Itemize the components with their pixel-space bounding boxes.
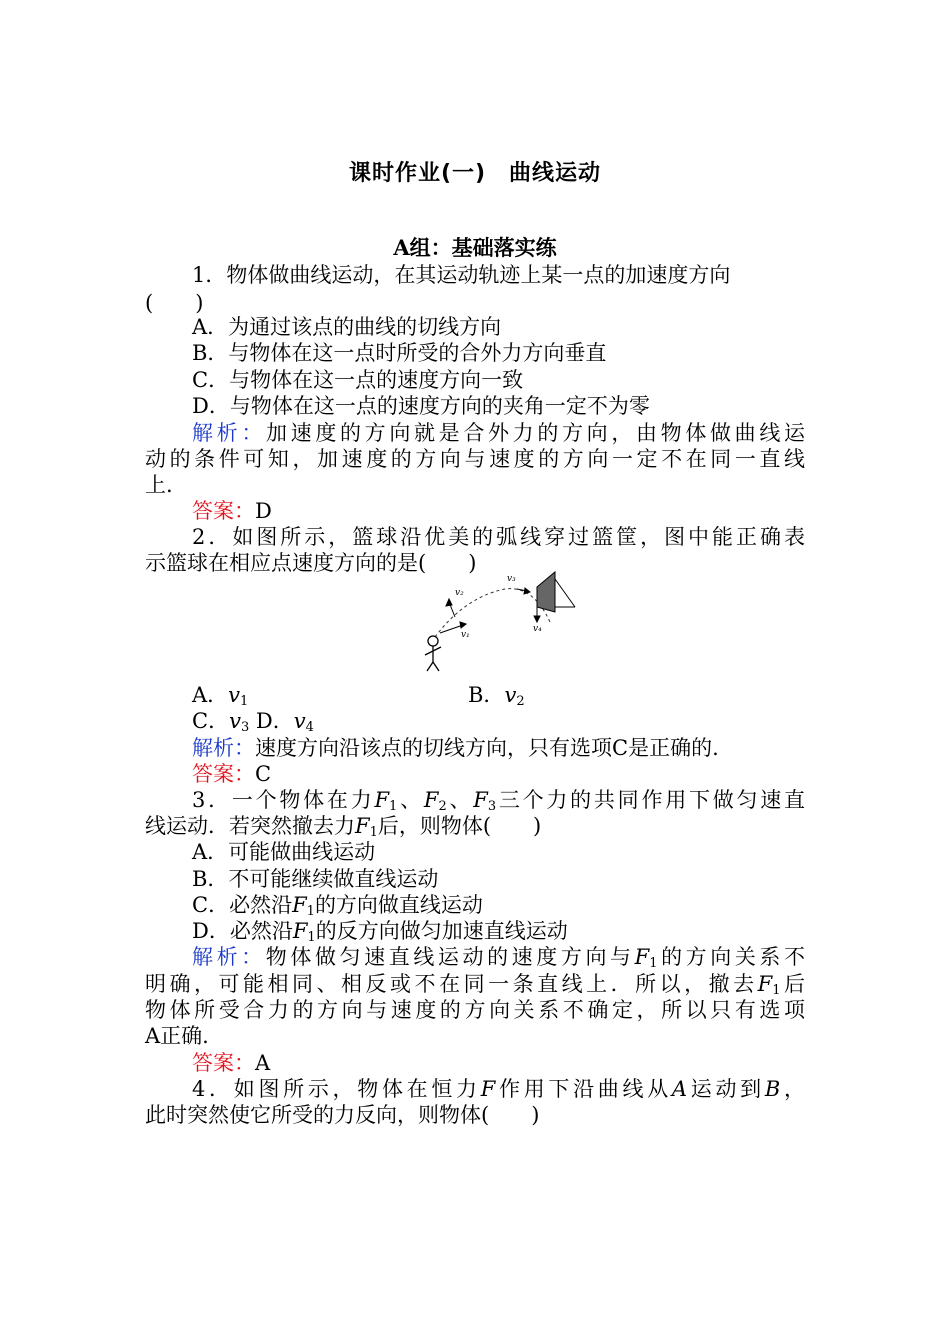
q3-option-a: A．可能做曲线运动 [192,840,376,864]
q3-option-d: D．必然沿$F_1$的反方向做匀加速直线运动 [192,919,568,945]
q1-answer: 答案：D [192,499,272,523]
q1-analysis-line2: 动的条件可知，加速度的方向与速度的方向一定不在同一直线 [145,447,805,471]
q2-option-cd: C．$v_3$ D．$v_4$ [192,709,314,735]
answer-label: 答案： [192,762,255,786]
q1-stem: 1．物体做曲线运动，在其运动轨迹上某一点的加速度方向 [192,263,731,287]
q1-option-a: A．为通过该点的曲线的切线方向 [192,315,502,339]
q1-analysis-line3: 上. [145,473,173,497]
q3-analysis-line3: 物体所受合力的方向与速度的方向关系不确定，所以只有选项 [145,998,805,1022]
q3-stem-line2: 线运动．若突然撤去力$F_1$后，则物体( ) [145,814,542,840]
q4-stem: 4．如图所示，物体在恒力F作用下沿曲线从A运动到B， [192,1077,806,1101]
q1-option-c: C．与物体在这一点的速度方向一致 [192,368,524,392]
q3-answer: 答案：A [192,1051,271,1075]
q2-stem-line2: 示篮球在相应点速度方向的是( ) [145,551,477,575]
q2-analysis: 解析：速度方向沿该点的切线方向，只有选项C是正确的. [192,736,719,760]
q1-stem-blank: ( ) [145,291,204,315]
q2-answer: 答案：C [192,762,272,786]
person-figure [425,636,441,671]
q3-analysis-line4: A正确. [145,1024,209,1048]
answer-label: 答案： [192,499,255,523]
hoop [537,572,575,612]
label-v3: v₃ [507,574,516,584]
analysis-label: 解析： [192,945,266,969]
q1-option-b: B．与物体在这一点时所受的合外力方向垂直 [192,341,607,365]
q3-option-c: C．必然沿$F_1$的方向做直线运动 [192,893,483,919]
analysis-label: 解析： [192,421,266,445]
analysis-label: 解析： [192,736,255,760]
q1-option-d: D．与物体在这一点的速度方向的夹角一定不为零 [192,394,650,418]
q3-stem: 3．一个物体在力$F_1$、$F_2$、$F_3$三个力的共同作用下做匀速直 [192,788,806,814]
q4-stem-line2: 此时突然使它所受的力反向，则物体( ) [145,1103,540,1127]
q2-option-b: B．$v_2$ [468,683,525,709]
section-heading: A组：基础落实练 [393,235,557,260]
q3-option-b: B．不可能继续做直线运动 [192,867,439,891]
answer-label: 答案： [192,1051,255,1075]
q3-analysis-line2: 明确，可能相同、相反或不在同一条直线上．所以，撤去$F_1$后 [145,972,806,998]
label-v2: v₂ [455,588,464,598]
label-v1: v₁ [461,630,470,640]
page-title: 课时作业(一) 曲线运动 [348,161,602,186]
q3-analysis-line1: 解析：物体做匀速直线运动的速度方向与$F_1$的方向关系不 [192,945,806,971]
label-v4: v₄ [533,624,542,634]
q1-analysis-line1: 解析：加速度的方向就是合外力的方向，由物体做曲线运 [192,421,805,445]
q2-option-a: A．$v_1$ [192,683,249,709]
q2-stem: 2．如图所示，篮球沿优美的弧线穿过篮筐，图中能正确表 [192,525,805,549]
basketball-trajectory-figure [415,567,595,677]
